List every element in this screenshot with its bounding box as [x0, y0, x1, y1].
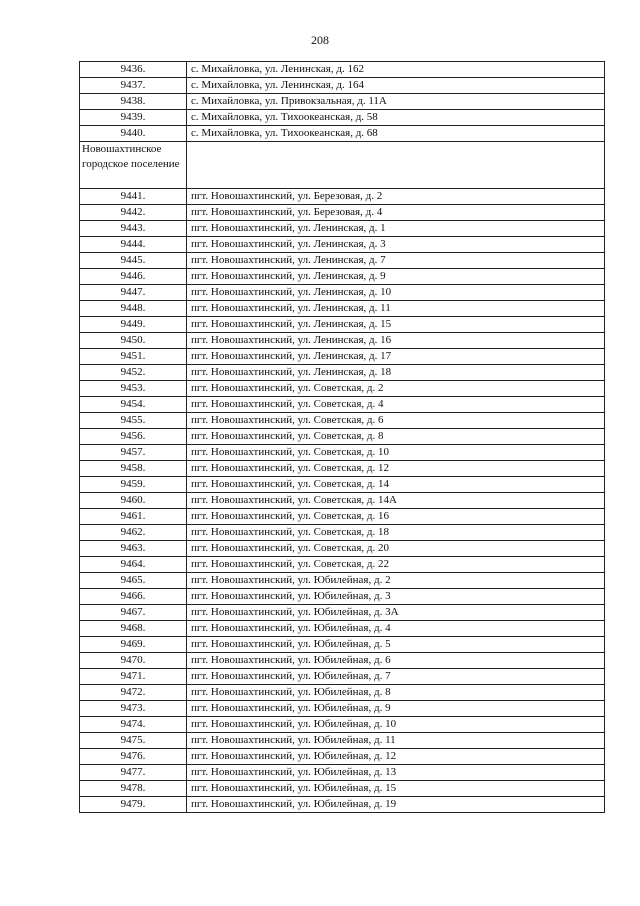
row-address: пгт. Новошахтинский, ул. Ленинская, д. 10 — [187, 285, 605, 301]
row-number: 9476. — [80, 749, 187, 765]
table-row — [80, 285, 605, 301]
table-row — [80, 461, 605, 477]
row-number: 9460. — [80, 493, 187, 509]
table-row — [80, 62, 605, 78]
row-number: 9458. — [80, 461, 187, 477]
table-row — [80, 765, 605, 781]
table-row — [80, 509, 605, 525]
row-address: пгт. Новошахтинский, ул. Березовая, д. 2 — [187, 189, 605, 205]
row-number: 9472. — [80, 685, 187, 701]
row-number: 9456. — [80, 429, 187, 445]
row-number: 9455. — [80, 413, 187, 429]
row-address: пгт. Новошахтинский, ул. Советская, д. 18 — [187, 525, 605, 541]
table-row — [80, 541, 605, 557]
table-row — [80, 381, 605, 397]
row-number: 9463. — [80, 541, 187, 557]
row-address: пгт. Новошахтинский, ул. Ленинская, д. 16 — [187, 333, 605, 349]
row-address: пгт. Новошахтинский, ул. Ленинская, д. 11 — [187, 301, 605, 317]
table-row — [80, 413, 605, 429]
table-row — [80, 685, 605, 701]
row-number: 9450. — [80, 333, 187, 349]
row-address: пгт. Новошахтинский, ул. Юбилейная, д. 9 — [187, 701, 605, 717]
section-address — [187, 142, 605, 189]
row-number: 9449. — [80, 317, 187, 333]
table-body-section — [80, 142, 605, 189]
row-number: 9475. — [80, 733, 187, 749]
table-row — [80, 573, 605, 589]
row-number: 9438. — [80, 94, 187, 110]
table-row — [80, 525, 605, 541]
table-row — [80, 701, 605, 717]
row-address: пгт. Новошахтинский, ул. Березовая, д. 4 — [187, 205, 605, 221]
table-row — [80, 78, 605, 94]
row-number: 9459. — [80, 477, 187, 493]
row-address: с. Михайловка, ул. Тихоокеанская, д. 68 — [187, 126, 605, 142]
row-number: 9440. — [80, 126, 187, 142]
row-number: 9442. — [80, 205, 187, 221]
table-row — [80, 221, 605, 237]
table-row — [80, 445, 605, 461]
row-number: 9465. — [80, 573, 187, 589]
table-row — [80, 429, 605, 445]
table-row — [80, 301, 605, 317]
table-row — [80, 237, 605, 253]
row-address: пгт. Новошахтинский, ул. Ленинская, д. 7 — [187, 253, 605, 269]
table-row — [80, 589, 605, 605]
row-number: 9453. — [80, 381, 187, 397]
row-address: пгт. Новошахтинский, ул. Юбилейная, д. 8 — [187, 685, 605, 701]
row-number: 9457. — [80, 445, 187, 461]
row-number: 9451. — [80, 349, 187, 365]
table-row — [80, 349, 605, 365]
row-address: пгт. Новошахтинский, ул. Ленинская, д. 1 — [187, 221, 605, 237]
table-row — [80, 189, 605, 205]
table-row — [80, 781, 605, 797]
table-row — [80, 317, 605, 333]
row-address: пгт. Новошахтинский, ул. Юбилейная, д. 3А — [187, 605, 605, 621]
row-address: с. Михайловка, ул. Привокзальная, д. 11А — [187, 94, 605, 110]
table-row — [80, 126, 605, 142]
row-address: пгт. Новошахтинский, ул. Ленинская, д. 18 — [187, 365, 605, 381]
table-row — [80, 94, 605, 110]
table-row — [80, 621, 605, 637]
row-number: 9452. — [80, 365, 187, 381]
address-table — [79, 61, 605, 813]
row-address: пгт. Новошахтинский, ул. Юбилейная, д. 2 — [187, 573, 605, 589]
table-row — [80, 749, 605, 765]
row-address: пгт. Новошахтинский, ул. Советская, д. 10 — [187, 445, 605, 461]
table-row — [80, 477, 605, 493]
row-address: с. Михайловка, ул. Ленинская, д. 164 — [187, 78, 605, 94]
row-number: 9466. — [80, 589, 187, 605]
row-address: пгт. Новошахтинский, ул. Юбилейная, д. 5 — [187, 637, 605, 653]
row-number: 9443. — [80, 221, 187, 237]
row-number: 9477. — [80, 765, 187, 781]
table-row — [80, 205, 605, 221]
table-row — [80, 637, 605, 653]
table-row — [80, 110, 605, 126]
row-number: 9473. — [80, 701, 187, 717]
row-address: пгт. Новошахтинский, ул. Юбилейная, д. 12 — [187, 749, 605, 765]
table-row — [80, 605, 605, 621]
table-row — [80, 397, 605, 413]
table-row — [80, 717, 605, 733]
row-address: пгт. Новошахтинский, ул. Советская, д. 6 — [187, 413, 605, 429]
row-number: 9478. — [80, 781, 187, 797]
row-number: 9446. — [80, 269, 187, 285]
row-number: 9479. — [80, 797, 187, 813]
table-row — [80, 797, 605, 813]
row-number: 9474. — [80, 717, 187, 733]
row-address: пгт. Новошахтинский, ул. Советская, д. 14А — [187, 493, 605, 509]
row-address: пгт. Новошахтинский, ул. Юбилейная, д. 4 — [187, 621, 605, 637]
table-row — [80, 669, 605, 685]
row-address: пгт. Новошахтинский, ул. Юбилейная, д. 7 — [187, 669, 605, 685]
row-number: 9454. — [80, 397, 187, 413]
row-address: пгт. Новошахтинский, ул. Юбилейная, д. 3 — [187, 589, 605, 605]
row-address: пгт. Новошахтинский, ул. Юбилейная, д. 19 — [187, 797, 605, 813]
row-address: пгт. Новошахтинский, ул. Ленинская, д. 3 — [187, 237, 605, 253]
row-number: 9447. — [80, 285, 187, 301]
row-address: пгт. Новошахтинский, ул. Советская, д. 4 — [187, 397, 605, 413]
row-address: с. Михайловка, ул. Ленинская, д. 162 — [187, 62, 605, 78]
row-number: 9469. — [80, 637, 187, 653]
row-number: 9461. — [80, 509, 187, 525]
row-number: 9439. — [80, 110, 187, 126]
table-body-before — [80, 62, 605, 142]
table-row — [80, 333, 605, 349]
row-address: пгт. Новошахтинский, ул. Советская, д. 2 — [187, 381, 605, 397]
table-row — [80, 269, 605, 285]
row-number: 9448. — [80, 301, 187, 317]
row-number: 9468. — [80, 621, 187, 637]
page-number: 208 — [311, 33, 329, 47]
row-address: пгт. Новошахтинский, ул. Ленинская, д. 17 — [187, 349, 605, 365]
table-body-after — [80, 189, 605, 813]
row-address: пгт. Новошахтинский, ул. Юбилейная, д. 13 — [187, 765, 605, 781]
row-number: 9441. — [80, 189, 187, 205]
row-address: пгт. Новошахтинский, ул. Ленинская, д. 9 — [187, 269, 605, 285]
row-address: пгт. Новошахтинский, ул. Ленинская, д. 15 — [187, 317, 605, 333]
row-address: пгт. Новошахтинский, ул. Советская, д. 20 — [187, 541, 605, 557]
row-address: пгт. Новошахтинский, ул. Юбилейная, д. 6 — [187, 653, 605, 669]
row-number: 9437. — [80, 78, 187, 94]
row-address: пгт. Новошахтинский, ул. Юбилейная, д. 10 — [187, 717, 605, 733]
row-address: с. Михайловка, ул. Тихоокеанская, д. 58 — [187, 110, 605, 126]
row-number: 9464. — [80, 557, 187, 573]
row-number: 9436. — [80, 62, 187, 78]
row-address: пгт. Новошахтинский, ул. Советская, д. 14 — [187, 477, 605, 493]
row-number: 9471. — [80, 669, 187, 685]
table-row — [80, 365, 605, 381]
row-address: пгт. Новошахтинский, ул. Советская, д. 16 — [187, 509, 605, 525]
table-row — [80, 733, 605, 749]
row-address: пгт. Новошахтинский, ул. Юбилейная, д. 11 — [187, 733, 605, 749]
row-address: пгт. Новошахтинский, ул. Юбилейная, д. 15 — [187, 781, 605, 797]
row-number: 9445. — [80, 253, 187, 269]
row-address: пгт. Новошахтинский, ул. Советская, д. 8 — [187, 429, 605, 445]
row-number: 9470. — [80, 653, 187, 669]
table-row — [80, 557, 605, 573]
section-row — [80, 142, 605, 189]
table-row — [80, 653, 605, 669]
table-row — [80, 493, 605, 509]
section-name: Новошахтинское городское поселение — [80, 142, 187, 189]
row-address: пгт. Новошахтинский, ул. Советская, д. 22 — [187, 557, 605, 573]
row-number: 9462. — [80, 525, 187, 541]
row-number: 9444. — [80, 237, 187, 253]
table-row — [80, 253, 605, 269]
row-address: пгт. Новошахтинский, ул. Советская, д. 12 — [187, 461, 605, 477]
row-number: 9467. — [80, 605, 187, 621]
